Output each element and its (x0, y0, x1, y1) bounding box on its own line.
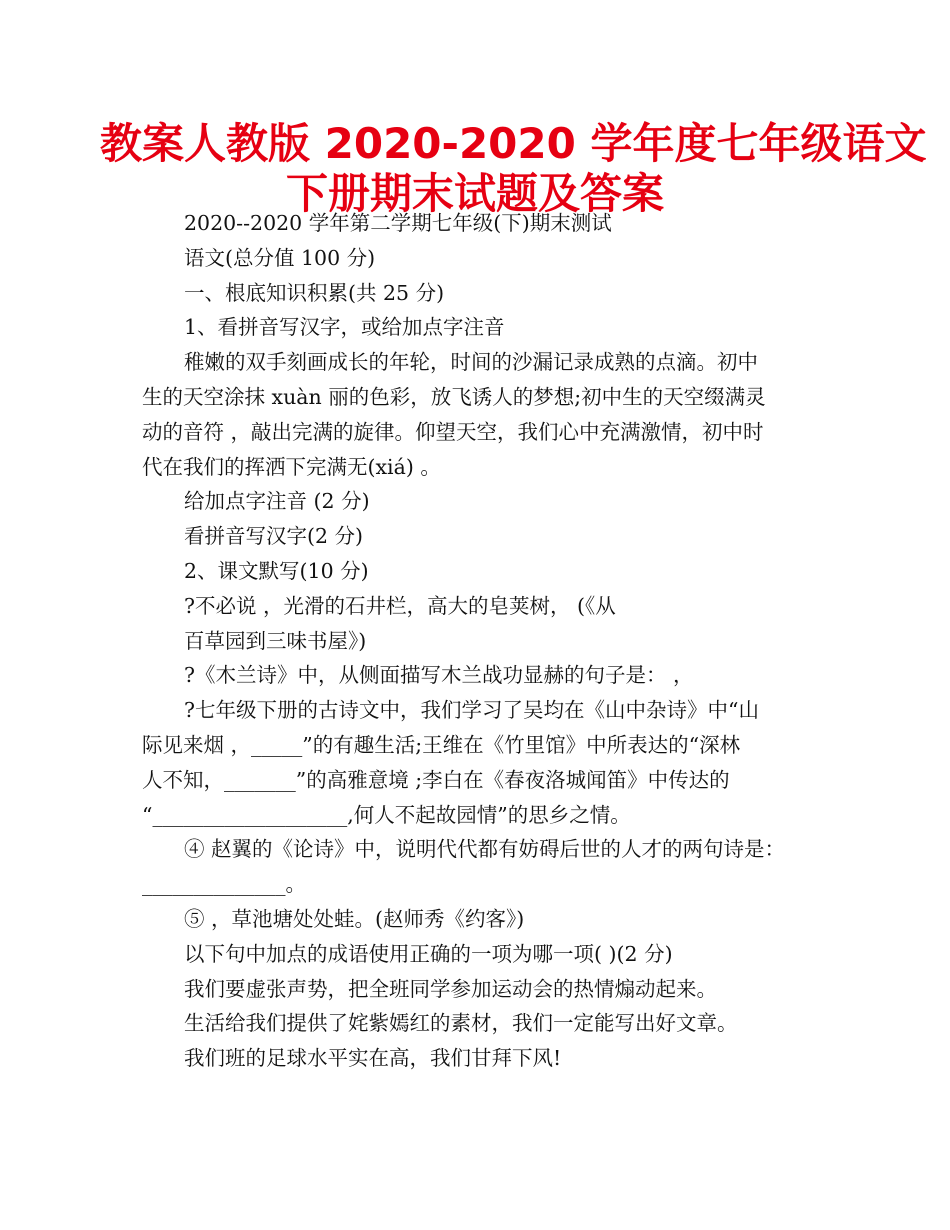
text-line: 2、课文默写(10 分) (184, 558, 369, 583)
text-line: ④ 赵翼的《论诗》中，说明代代都有妨碍后世的人才的两句诗是： (184, 837, 786, 862)
text-line: 生的天空涂抹 xuàn 丽的色彩，放飞诱人的梦想;初中生的天空缀满灵 (142, 384, 766, 409)
text-line: 一、根底知识积累(共 25 分) (184, 280, 445, 305)
text-line: 语文(总分值 100 分) (184, 245, 376, 270)
document-title-line-1: 教案人教版 2020-2020 学年度七年级语文 (100, 119, 927, 168)
text-line: ?七年级下册的古诗文中，我们学习了吴均在《山中杂诗》中“山 (184, 698, 759, 723)
text-line: 人不知，_______”的高雅意境 ;李白在《春夜洛城闻笛》中传达的 (142, 767, 730, 792)
document-title-line-2: 下册期末试题及答案 (285, 169, 664, 218)
text-line: ______________。 (142, 872, 306, 897)
text-line: 看拼音写汉字(2 分) (184, 524, 364, 549)
document-body (142, 206, 832, 1076)
text-line: ⑤ ，草池塘处处蛙。(赵师秀《约客》) (184, 906, 525, 931)
text-line: 稚嫩的双手刻画成长的年轮，时间的沙漏记录成熟的点滴。初中 (184, 350, 758, 375)
text-line: 1、看拼音写汉字，或给加点字注音 (184, 315, 505, 340)
text-line: 际见来烟 ，_____”的有趣生活;王维在《竹里馆》中所表达的“深林 (142, 732, 741, 757)
text-line: ?不必说 ，光滑的石井栏，高大的皂荚树， (《从 (184, 593, 616, 618)
text-line: 动的音符 ，敲出完满的旋律。仰望天空，我们心中充满激情，初中时 (142, 419, 764, 444)
text-line: 百草园到三味书屋》) (184, 628, 367, 653)
text-line: ?《木兰诗》中，从侧面描写木兰战功显赫的句子是： ， (184, 663, 694, 688)
text-line: 以下句中加点的成语使用正确的一项为哪一项( )(2 分) (184, 941, 673, 966)
text-line: “___________________,何人不起故园情”的思乡之情。 (142, 802, 631, 827)
text-line: 给加点字注音 (2 分) (184, 489, 370, 514)
text-line: 我们要虚张声势，把全班同学参加运动会的热情煽动起来。 (184, 976, 717, 1001)
text-line: 我们班的足球水平实在高，我们甘拜下风! (184, 1046, 562, 1071)
text-line: 代在我们的挥洒下完满无(xiá) 。 (142, 454, 441, 479)
text-line: 2020--2020 学年第二学期七年级(下)期末测试 (184, 211, 612, 235)
text-line: 生活给我们提供了姹紫嫣红的素材，我们一定能写出好文章。 (184, 1011, 738, 1036)
